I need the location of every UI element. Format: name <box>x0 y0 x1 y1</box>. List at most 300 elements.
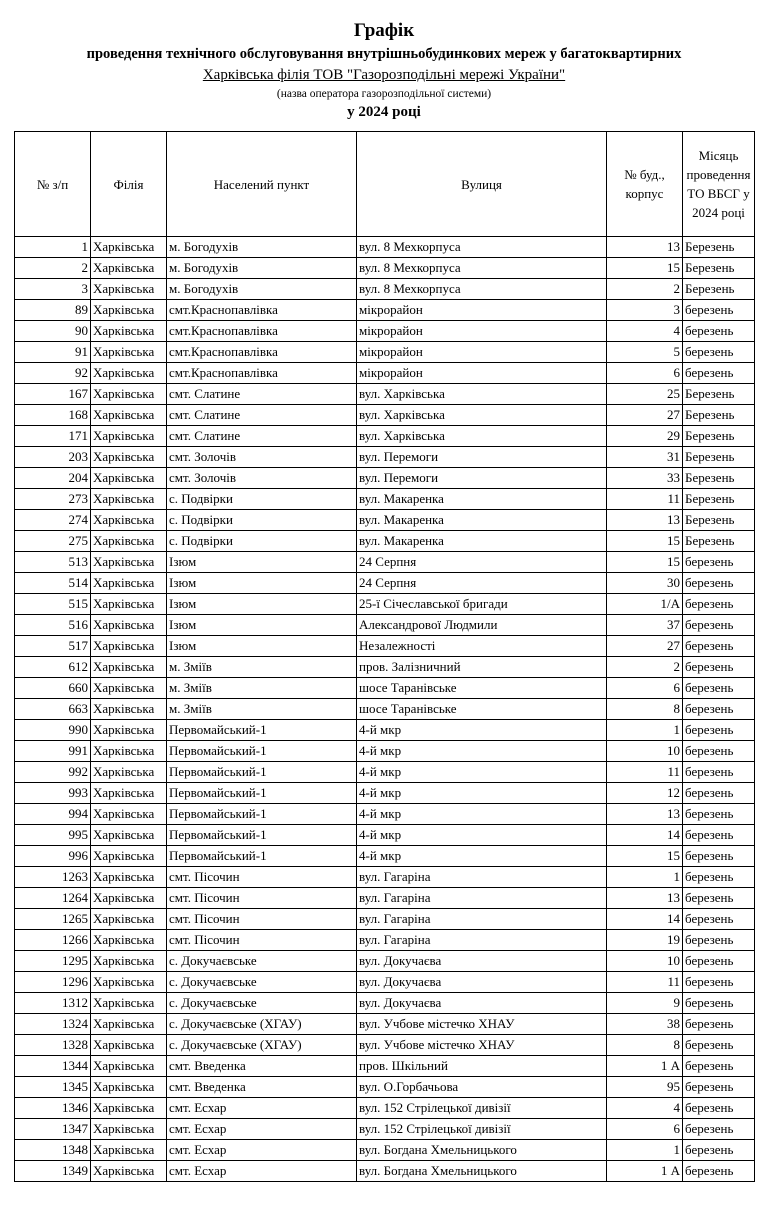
cell-city: смт. Есхар <box>167 1119 357 1140</box>
cell-street: 4-й мкр <box>357 804 607 825</box>
table-row <box>15 573 755 594</box>
cell-city: Первомайський-1 <box>167 846 357 867</box>
cell-num: 660 <box>15 678 91 699</box>
cell-street: вул. Докучаєва <box>357 972 607 993</box>
column-header-num: № з/п <box>15 132 91 237</box>
cell-month: Березень <box>683 510 755 531</box>
cell-building: 5 <box>607 342 683 363</box>
cell-city: Первомайський-1 <box>167 720 357 741</box>
cell-city: Ізюм <box>167 594 357 615</box>
cell-branch: Харківська <box>91 279 167 300</box>
table-row <box>15 720 755 741</box>
cell-month: Березень <box>683 447 755 468</box>
cell-branch: Харківська <box>91 447 167 468</box>
cell-street: вул. Учбове містечко ХНАУ <box>357 1035 607 1056</box>
cell-month: Березень <box>683 468 755 489</box>
cell-branch: Харківська <box>91 237 167 258</box>
cell-city: Ізюм <box>167 573 357 594</box>
cell-month: березень <box>683 300 755 321</box>
cell-num: 991 <box>15 741 91 762</box>
cell-city: с. Докучаєвське <box>167 972 357 993</box>
cell-city: м. Зміїв <box>167 678 357 699</box>
cell-num: 1349 <box>15 1161 91 1182</box>
cell-branch: Харківська <box>91 804 167 825</box>
cell-num: 275 <box>15 531 91 552</box>
table-row <box>15 804 755 825</box>
cell-street: вул. Богдана Хмельницького <box>357 1140 607 1161</box>
cell-street: вул. Макаренка <box>357 489 607 510</box>
cell-num: 1346 <box>15 1098 91 1119</box>
table-body <box>15 237 755 1182</box>
cell-building: 15 <box>607 846 683 867</box>
cell-branch: Харківська <box>91 951 167 972</box>
document-title: Графік <box>353 20 415 41</box>
cell-month: березень <box>683 720 755 741</box>
cell-branch: Харківська <box>91 699 167 720</box>
column-header-month: Місяць проведення ТО ВБСГ у 2024 році <box>683 132 755 237</box>
cell-street: вул. Гагаріна <box>357 909 607 930</box>
table-row <box>15 552 755 573</box>
cell-branch: Харківська <box>91 258 167 279</box>
cell-num: 171 <box>15 426 91 447</box>
cell-street: 24 Серпня <box>357 573 607 594</box>
cell-city: Первомайський-1 <box>167 762 357 783</box>
cell-num: 1312 <box>15 993 91 1014</box>
cell-month: березень <box>683 615 755 636</box>
cell-month: березень <box>683 993 755 1014</box>
cell-branch: Харківська <box>91 825 167 846</box>
table-row <box>15 951 755 972</box>
operator-note: (назва оператора газорозподільної системи) <box>276 88 492 100</box>
cell-city: м. Богодухів <box>167 237 357 258</box>
cell-street: вул. Гагаріна <box>357 888 607 909</box>
cell-num: 168 <box>15 405 91 426</box>
cell-building: 95 <box>607 1077 683 1098</box>
operator-name-text: Харківська філія ТОВ "Газорозподільні мережі України" <box>202 67 566 83</box>
cell-month: березень <box>683 909 755 930</box>
cell-month: березень <box>683 1098 755 1119</box>
cell-city: смт. Пісочин <box>167 867 357 888</box>
cell-building: 6 <box>607 1119 683 1140</box>
cell-month: березень <box>683 363 755 384</box>
table-row <box>15 678 755 699</box>
table-row <box>15 972 755 993</box>
cell-month: березень <box>683 783 755 804</box>
cell-building: 13 <box>607 237 683 258</box>
document-subtitle: проведення технічного обслуговування внутрішньобудинкових мереж у багатоквартирних <box>86 46 682 62</box>
cell-street: мікрорайон <box>357 342 607 363</box>
cell-month: березень <box>683 825 755 846</box>
cell-street: вул. 8 Мехкорпуса <box>357 279 607 300</box>
cell-num: 1265 <box>15 909 91 930</box>
cell-city: м. Зміїв <box>167 657 357 678</box>
cell-month: березень <box>683 678 755 699</box>
cell-month: Березень <box>683 258 755 279</box>
cell-month: березень <box>683 804 755 825</box>
cell-city: смт. Пісочин <box>167 930 357 951</box>
cell-street: вул. О.Горбачьова <box>357 1077 607 1098</box>
cell-city: с. Докучаєвське (ХГАУ) <box>167 1035 357 1056</box>
cell-branch: Харківська <box>91 1014 167 1035</box>
column-header-street: Вулиця <box>357 132 607 237</box>
cell-month: Березень <box>683 384 755 405</box>
cell-num: 995 <box>15 825 91 846</box>
cell-city: м. Богодухів <box>167 279 357 300</box>
cell-city: смт. Слатине <box>167 426 357 447</box>
cell-street: Незалежності <box>357 636 607 657</box>
cell-num: 515 <box>15 594 91 615</box>
cell-building: 15 <box>607 552 683 573</box>
cell-branch: Харківська <box>91 972 167 993</box>
cell-building: 8 <box>607 1035 683 1056</box>
cell-num: 204 <box>15 468 91 489</box>
cell-street: вул. Гагаріна <box>357 930 607 951</box>
cell-branch: Харківська <box>91 741 167 762</box>
cell-building: 27 <box>607 405 683 426</box>
cell-street: вул. Макаренка <box>357 531 607 552</box>
cell-building: 19 <box>607 930 683 951</box>
cell-building: 3 <box>607 300 683 321</box>
cell-street: 4-й мкр <box>357 846 607 867</box>
cell-month: березень <box>683 930 755 951</box>
document-header <box>0 19 768 121</box>
cell-street: вул. Перемоги <box>357 468 607 489</box>
table-row <box>15 594 755 615</box>
cell-street: вул. Учбове містечко ХНАУ <box>357 1014 607 1035</box>
cell-city: Первомайський-1 <box>167 741 357 762</box>
table-row <box>15 846 755 867</box>
cell-building: 6 <box>607 363 683 384</box>
cell-num: 1345 <box>15 1077 91 1098</box>
cell-branch: Харківська <box>91 510 167 531</box>
table-row <box>15 1119 755 1140</box>
cell-month: березень <box>683 846 755 867</box>
cell-street: вул. Богдана Хмельницького <box>357 1161 607 1182</box>
table-row <box>15 867 755 888</box>
cell-num: 1264 <box>15 888 91 909</box>
cell-building: 9 <box>607 993 683 1014</box>
cell-num: 274 <box>15 510 91 531</box>
cell-city: Ізюм <box>167 552 357 573</box>
cell-city: с. Подвірки <box>167 531 357 552</box>
cell-street: вул. Макаренка <box>357 510 607 531</box>
cell-building: 29 <box>607 426 683 447</box>
cell-street: вул. Харківська <box>357 384 607 405</box>
cell-street: вул. Гагаріна <box>357 867 607 888</box>
cell-city: смт. Золочів <box>167 447 357 468</box>
cell-city: с. Подвірки <box>167 510 357 531</box>
cell-branch: Харківська <box>91 552 167 573</box>
table-row <box>15 237 755 258</box>
cell-city: Первомайський-1 <box>167 825 357 846</box>
cell-street: вул. 8 Мехкорпуса <box>357 237 607 258</box>
cell-building: 1 А <box>607 1161 683 1182</box>
table-row <box>15 930 755 951</box>
cell-num: 992 <box>15 762 91 783</box>
cell-city: Первомайський-1 <box>167 783 357 804</box>
cell-building: 1 <box>607 720 683 741</box>
cell-street: пров. Шкільний <box>357 1056 607 1077</box>
cell-street: вул. 152 Стрілецької дивізії <box>357 1119 607 1140</box>
table-row <box>15 342 755 363</box>
cell-street: 4-й мкр <box>357 741 607 762</box>
cell-building: 31 <box>607 447 683 468</box>
cell-building: 13 <box>607 510 683 531</box>
cell-num: 1263 <box>15 867 91 888</box>
table-row <box>15 657 755 678</box>
cell-month: березень <box>683 1119 755 1140</box>
cell-city: с. Докучаєвське <box>167 951 357 972</box>
cell-building: 2 <box>607 279 683 300</box>
cell-building: 27 <box>607 636 683 657</box>
cell-building: 2 <box>607 657 683 678</box>
table-row <box>15 762 755 783</box>
cell-branch: Харківська <box>91 1056 167 1077</box>
cell-building: 12 <box>607 783 683 804</box>
table-header-row <box>15 132 755 237</box>
cell-num: 1 <box>15 237 91 258</box>
cell-city: смт. Пісочин <box>167 909 357 930</box>
cell-num: 91 <box>15 342 91 363</box>
cell-month: Березень <box>683 426 755 447</box>
cell-building: 37 <box>607 615 683 636</box>
table-row <box>15 636 755 657</box>
cell-num: 203 <box>15 447 91 468</box>
cell-branch: Харківська <box>91 888 167 909</box>
cell-month: березень <box>683 972 755 993</box>
column-header-city: Населений пункт <box>167 132 357 237</box>
table-row <box>15 321 755 342</box>
cell-month: березень <box>683 1014 755 1035</box>
cell-num: 993 <box>15 783 91 804</box>
table-row <box>15 279 755 300</box>
cell-num: 1324 <box>15 1014 91 1035</box>
cell-num: 2 <box>15 258 91 279</box>
cell-building: 11 <box>607 489 683 510</box>
cell-month: березень <box>683 741 755 762</box>
cell-street: пров. Залізничний <box>357 657 607 678</box>
column-header-branch: Філія <box>91 132 167 237</box>
cell-city: смт. Пісочин <box>167 888 357 909</box>
cell-building: 13 <box>607 888 683 909</box>
cell-branch: Харківська <box>91 1035 167 1056</box>
cell-city: с. Докучаєвське (ХГАУ) <box>167 1014 357 1035</box>
cell-building: 25 <box>607 384 683 405</box>
cell-city: смт. Есхар <box>167 1161 357 1182</box>
cell-branch: Харківська <box>91 636 167 657</box>
cell-city: Первомайський-1 <box>167 804 357 825</box>
cell-street: вул. Докучаєва <box>357 993 607 1014</box>
cell-city: смт. Введенка <box>167 1077 357 1098</box>
cell-street: шосе Таранівське <box>357 699 607 720</box>
cell-num: 990 <box>15 720 91 741</box>
cell-branch: Харківська <box>91 720 167 741</box>
cell-month: березень <box>683 636 755 657</box>
table-row <box>15 468 755 489</box>
table-row <box>15 1014 755 1035</box>
cell-street: Александрової Людмили <box>357 615 607 636</box>
cell-building: 30 <box>607 573 683 594</box>
cell-month: березень <box>683 342 755 363</box>
cell-month: березень <box>683 657 755 678</box>
table-row <box>15 1098 755 1119</box>
table-row <box>15 993 755 1014</box>
cell-building: 10 <box>607 741 683 762</box>
cell-street: 4-й мкр <box>357 720 607 741</box>
cell-building: 14 <box>607 825 683 846</box>
cell-street: мікрорайон <box>357 363 607 384</box>
cell-branch: Харківська <box>91 531 167 552</box>
cell-month: березень <box>683 762 755 783</box>
cell-branch: Харківська <box>91 783 167 804</box>
cell-street: 4-й мкр <box>357 825 607 846</box>
cell-month: Березень <box>683 531 755 552</box>
cell-month: березень <box>683 1056 755 1077</box>
cell-branch: Харківська <box>91 489 167 510</box>
cell-branch: Харківська <box>91 342 167 363</box>
cell-month: березень <box>683 888 755 909</box>
cell-branch: Харківська <box>91 846 167 867</box>
cell-num: 1347 <box>15 1119 91 1140</box>
cell-num: 1296 <box>15 972 91 993</box>
cell-branch: Харківська <box>91 1119 167 1140</box>
cell-num: 516 <box>15 615 91 636</box>
cell-month: березень <box>683 573 755 594</box>
cell-building: 13 <box>607 804 683 825</box>
table-row <box>15 363 755 384</box>
table-row <box>15 1161 755 1182</box>
cell-city: смт. Слатине <box>167 384 357 405</box>
table-row <box>15 1035 755 1056</box>
cell-branch: Харківська <box>91 615 167 636</box>
cell-branch: Харківська <box>91 384 167 405</box>
cell-building: 1/А <box>607 594 683 615</box>
cell-month: Березень <box>683 405 755 426</box>
cell-branch: Харківська <box>91 1077 167 1098</box>
cell-street: 4-й мкр <box>357 762 607 783</box>
operator-name <box>0 65 768 85</box>
cell-city: смт. Введенка <box>167 1056 357 1077</box>
cell-building: 14 <box>607 909 683 930</box>
cell-branch: Харківська <box>91 1098 167 1119</box>
cell-city: Ізюм <box>167 636 357 657</box>
cell-month: березень <box>683 1077 755 1098</box>
cell-city: смт.Краснопавлівка <box>167 363 357 384</box>
table-row <box>15 489 755 510</box>
cell-num: 517 <box>15 636 91 657</box>
schedule-year: у 2024 році <box>347 104 421 120</box>
cell-street: 25-ї Січеславської бригади <box>357 594 607 615</box>
cell-building: 6 <box>607 678 683 699</box>
table-row <box>15 447 755 468</box>
cell-month: Березень <box>683 237 755 258</box>
cell-city: с. Подвірки <box>167 489 357 510</box>
cell-city: м. Зміїв <box>167 699 357 720</box>
cell-building: 38 <box>607 1014 683 1035</box>
cell-city: смт.Краснопавлівка <box>167 342 357 363</box>
cell-month: Березень <box>683 489 755 510</box>
table-row <box>15 909 755 930</box>
cell-building: 10 <box>607 951 683 972</box>
cell-city: смт.Краснопавлівка <box>167 300 357 321</box>
cell-num: 90 <box>15 321 91 342</box>
table-row <box>15 615 755 636</box>
cell-num: 612 <box>15 657 91 678</box>
cell-num: 273 <box>15 489 91 510</box>
cell-city: смт. Слатине <box>167 405 357 426</box>
cell-street: 24 Серпня <box>357 552 607 573</box>
cell-num: 513 <box>15 552 91 573</box>
cell-num: 514 <box>15 573 91 594</box>
cell-branch: Харківська <box>91 930 167 951</box>
table-row <box>15 426 755 447</box>
cell-num: 996 <box>15 846 91 867</box>
cell-city: м. Богодухів <box>167 258 357 279</box>
cell-num: 1344 <box>15 1056 91 1077</box>
cell-branch: Харківська <box>91 468 167 489</box>
cell-building: 33 <box>607 468 683 489</box>
cell-branch: Харківська <box>91 1140 167 1161</box>
cell-branch: Харківська <box>91 909 167 930</box>
cell-building: 8 <box>607 699 683 720</box>
cell-branch: Харківська <box>91 993 167 1014</box>
table-row <box>15 531 755 552</box>
cell-building: 11 <box>607 972 683 993</box>
table-row <box>15 888 755 909</box>
cell-branch: Харківська <box>91 300 167 321</box>
schedule-table <box>14 131 755 1182</box>
column-header-building: № буд., корпус <box>607 132 683 237</box>
cell-building: 11 <box>607 762 683 783</box>
cell-street: мікрорайон <box>357 300 607 321</box>
cell-branch: Харківська <box>91 426 167 447</box>
cell-branch: Харківська <box>91 678 167 699</box>
cell-branch: Харківська <box>91 321 167 342</box>
table-row <box>15 384 755 405</box>
cell-building: 1 <box>607 867 683 888</box>
cell-street: мікрорайон <box>357 321 607 342</box>
cell-branch: Харківська <box>91 594 167 615</box>
cell-num: 1348 <box>15 1140 91 1161</box>
cell-month: березень <box>683 321 755 342</box>
cell-branch: Харківська <box>91 405 167 426</box>
cell-num: 1295 <box>15 951 91 972</box>
cell-branch: Харківська <box>91 867 167 888</box>
cell-city: смт. Есхар <box>167 1140 357 1161</box>
table-row <box>15 405 755 426</box>
cell-street: вул. Харківська <box>357 426 607 447</box>
cell-building: 15 <box>607 258 683 279</box>
cell-street: вул. Перемоги <box>357 447 607 468</box>
table-row <box>15 1077 755 1098</box>
table-row <box>15 741 755 762</box>
cell-street: шосе Таранівське <box>357 678 607 699</box>
table-row <box>15 699 755 720</box>
cell-num: 663 <box>15 699 91 720</box>
table-row <box>15 825 755 846</box>
cell-street: 4-й мкр <box>357 783 607 804</box>
cell-month: березень <box>683 1140 755 1161</box>
cell-month: Березень <box>683 279 755 300</box>
table-row <box>15 783 755 804</box>
cell-branch: Харківська <box>91 1161 167 1182</box>
cell-street: вул. Харківська <box>357 405 607 426</box>
cell-branch: Харківська <box>91 762 167 783</box>
cell-street: вул. 8 Мехкорпуса <box>357 258 607 279</box>
cell-city: смт. Есхар <box>167 1098 357 1119</box>
cell-month: березень <box>683 594 755 615</box>
cell-street: вул. 152 Стрілецької дивізії <box>357 1098 607 1119</box>
